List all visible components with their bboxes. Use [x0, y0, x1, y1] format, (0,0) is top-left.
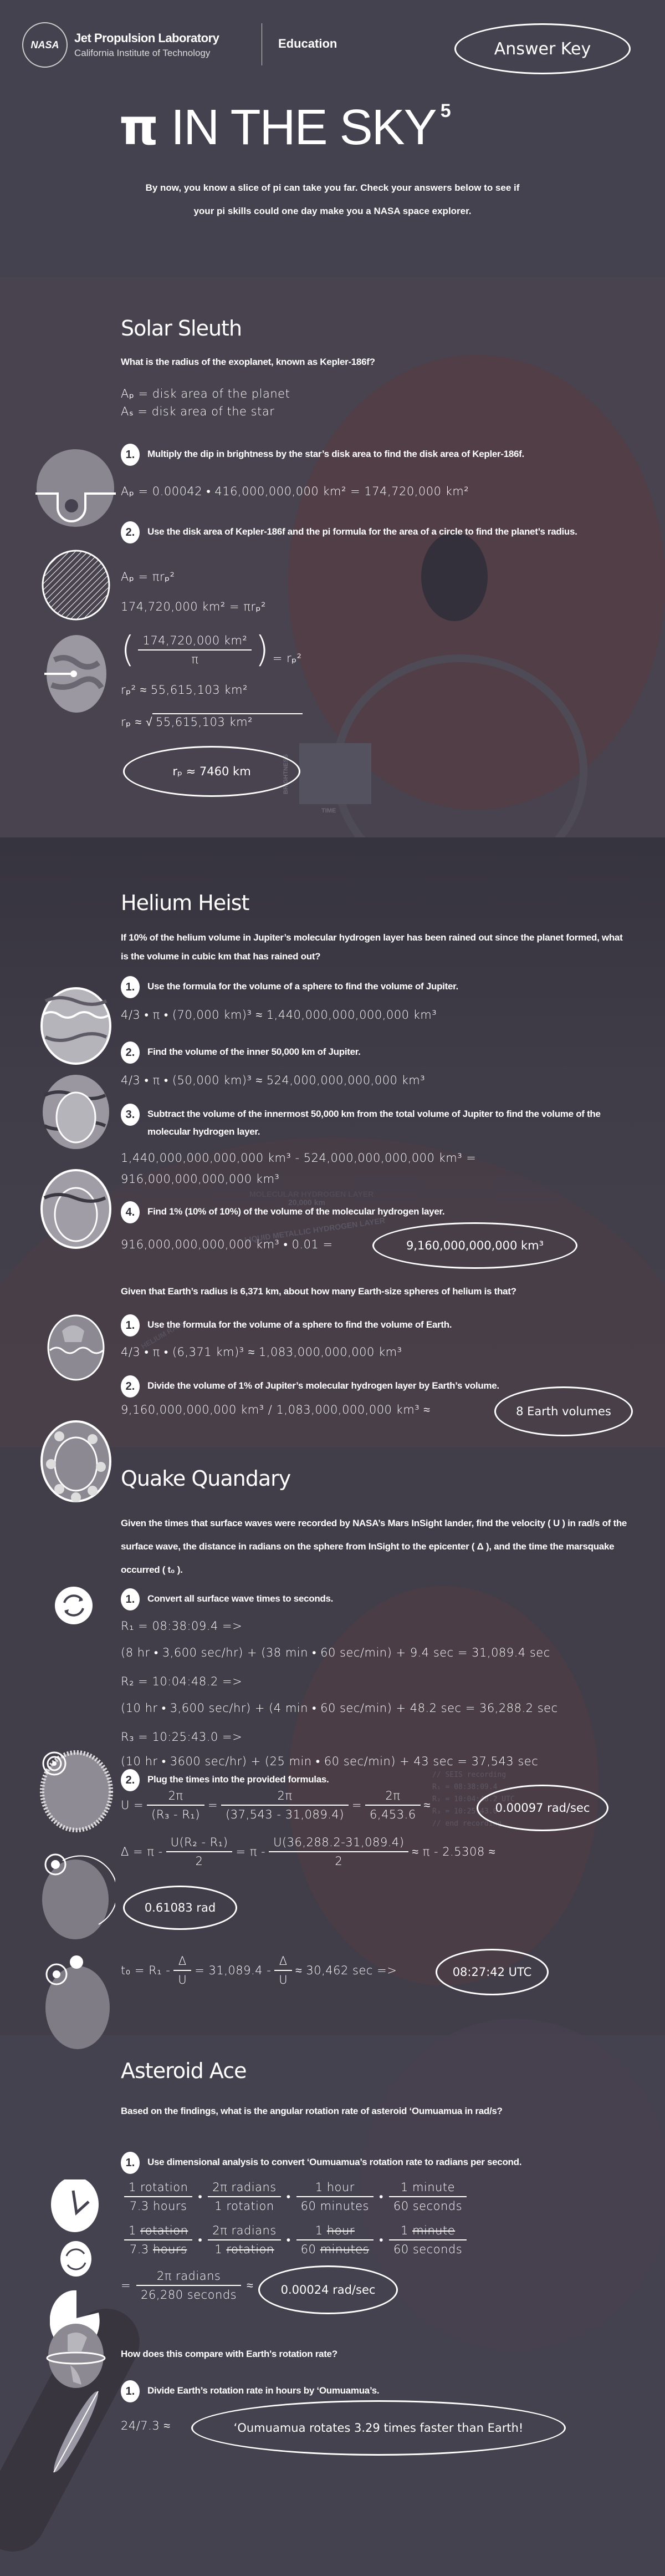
asteroid-step-2	[121, 2380, 636, 2402]
r3-seconds: (10 hr • 3600 sec/hr) + (25 min • 60 sec/min) + 43 sec = 37,543 sec	[121, 1755, 539, 1768]
step-number-badge: 2.	[121, 1375, 140, 1398]
open-paren: (	[121, 629, 135, 670]
step-number-badge: 1.	[121, 2380, 140, 2402]
jupiter-icon	[42, 988, 110, 1064]
layer-volume-equation: 1,440,000,000,000,000 km³ - 524,000,000,000,000 km³ =	[121, 1151, 477, 1165]
helium-rain-label: HELIUM RAIN	[139, 1319, 185, 1351]
fraction-denominator: (R₃ - R₁)	[147, 1805, 204, 1821]
fraction-numerator: U(36,288.2-31,089.4)	[273, 1836, 405, 1849]
asteroid-ace-title: Asteroid Ace	[121, 2059, 247, 2083]
earth-icon	[48, 1315, 104, 1380]
cancelled-unit: minute	[412, 2224, 456, 2237]
step-number-badge: 1.	[121, 1588, 140, 1610]
light-curve-panel	[283, 743, 371, 814]
fraction-numerator: Δ	[279, 1954, 288, 1968]
step-instruction: Divide the volume of 1% of Jupiter’s molecular hydrogen layer by Earth’s volume.	[147, 1380, 499, 1391]
helium-step-1	[121, 976, 636, 998]
cancelled-unit: hours	[152, 2243, 187, 2256]
earth-volume-equation: 4/3 • π • (6,371 km)³ ≈ 1,083,000,000,000 km³	[121, 1345, 402, 1359]
step-instruction: Use the disk area of Kepler-186f and the pi formula for the area of a circle to find the planet’s radius.	[147, 526, 577, 537]
liquid-metallic-layer-label: LIQUID METALLIC HYDROGEN LAYER	[244, 1216, 386, 1244]
close-paren: )	[255, 629, 269, 670]
hatched-disk-icon	[40, 549, 112, 621]
velocity-answer: 0.00097 rad/sec	[477, 1785, 608, 1831]
earth-compare-question: How does this compare with Earth's rotation rate?	[121, 2349, 337, 2359]
jupiter-volume-equation: 4/3 • π • (70,000 km)³ ≈ 1,440,000,000,000,000 km³	[121, 1008, 437, 1022]
fraction-denominator: 60 minutes	[296, 2196, 374, 2213]
circle-area-formula: Aₚ = πrₚ²	[121, 570, 175, 583]
equals: =	[208, 1798, 218, 1812]
fraction-denominator: 7.3 hours	[124, 2196, 192, 2213]
t0-rhs: ≈ 30,462 sec =>	[295, 1963, 397, 1977]
solar-step-1	[121, 444, 636, 466]
seis-line: R₁ = 08:38:09.4	[432, 1783, 498, 1791]
molecular-layer-label: MOLECULAR HYDROGEN LAYER	[249, 1190, 374, 1198]
fraction-numerator: 1 hour	[315, 2181, 355, 2194]
transiting-planet-illustration	[421, 532, 488, 621]
intro-line: your pi skills could one day make you a NASA space explorer.	[193, 206, 472, 216]
fraction-denominator: 2	[269, 1851, 408, 1868]
helium-step-3	[121, 1104, 636, 1141]
rotation-rate-answer: 0.00024 rad/sec	[258, 2265, 398, 2314]
t0-lhs: t₀ = R₁ -	[121, 1964, 171, 1977]
step-number-badge: 1.	[121, 444, 140, 466]
fraction-numerator: U(R₂ - R₁)	[170, 1836, 228, 1849]
earth-spheres-question: Given that Earth’s radius is 6,371 km, about how many Earth-size spheres of helium is that?	[121, 1286, 516, 1297]
step-number-badge: 1.	[121, 1314, 140, 1337]
step-instruction: Multiply the dip in brightness by the star’s disk area to find the disk area of Kepler-186f.	[147, 449, 524, 459]
fraction-numerator: 174,720,000 km²	[142, 634, 248, 647]
cancelled-unit: rotation	[226, 2243, 274, 2256]
dimensional-analysis-row	[121, 2181, 470, 2213]
cancelled-unit: minutes	[320, 2243, 370, 2256]
jupiter-inner-core-icon	[43, 1075, 109, 1149]
equals: =	[351, 1798, 362, 1812]
title-text: IN THE SKY	[171, 100, 436, 155]
nasa-logo-text: NASA	[30, 39, 59, 50]
delta-lhs: Δ = π -	[121, 1845, 163, 1858]
inner-volume-equation: 4/3 • π • (50,000 km)³ ≈ 524,000,000,000,000 km³	[121, 1074, 426, 1087]
earth-ratio-equation: 24/7.3 ≈	[121, 2419, 171, 2432]
helium-step-4	[121, 1201, 636, 1223]
cancelled-unit: rotation	[140, 2224, 188, 2237]
rotation-rate-result	[121, 2269, 253, 2301]
fraction-denominator: π	[138, 649, 252, 666]
rotation-icon	[60, 2241, 91, 2277]
area-substitution: 174,720,000 km² = πrₚ²	[121, 600, 266, 613]
step-instruction: Use the formula for the volume of a sphere to find the volume of Jupiter.	[147, 981, 458, 992]
step-number-badge: 3.	[121, 1104, 140, 1126]
value: 60	[300, 2243, 316, 2256]
caltech-name: California Institute of Technology	[74, 48, 211, 58]
planet-area-definition: Aₚ = disk area of the planet	[121, 387, 290, 400]
helium-heist-title: Helium Heist	[121, 891, 249, 915]
intro-text	[0, 176, 665, 223]
solar-answer: rₚ ≈ 7460 km	[123, 746, 300, 797]
layer-volume-result: 916,000,000,000,000 km³	[121, 1172, 280, 1186]
unit: seconds	[412, 2243, 463, 2256]
solar-step-2	[121, 521, 636, 543]
jpl-name: Jet Propulsion Laboratory	[74, 31, 219, 45]
r2-seconds: (10 hr • 3,600 sec/hr) + (4 min • 60 sec/min) + 48.2 sec = 36,288.2 sec	[121, 1701, 558, 1715]
earth-and-oumuamua-icons	[45, 2324, 106, 2473]
step-number-badge: 2.	[121, 521, 140, 543]
title-edition: 5	[440, 100, 451, 121]
multiply-dot: •	[378, 2189, 383, 2203]
value: 1	[315, 2224, 323, 2237]
clock-icon	[51, 2179, 99, 2232]
approx: ≈	[423, 1798, 431, 1812]
delta-rhs: ≈ π - 2.5308 ≈	[412, 1845, 495, 1858]
one-percent-equation: 916,000,000,000,000 km³ • 0.01 =	[121, 1238, 333, 1251]
sqrt-lhs: rₚ ≈ √	[121, 715, 153, 729]
fraction-denominator: 60 seconds	[389, 2196, 467, 2213]
helium-question: If 10% of the helium volume in Jupiter’s molecular hydrogen layer has been rained out since the planet formed, what is the volume in cubic km that has rained out?	[121, 932, 623, 962]
helium-step-2	[121, 1041, 636, 1064]
sqrt-radicand: 55,615,103 km²	[152, 713, 303, 729]
quake-quandary-title: Quake Quandary	[121, 1466, 291, 1491]
answer-key-badge: Answer Key	[454, 23, 631, 74]
fraction-numerator: Δ	[178, 1954, 187, 1968]
multiply-dot: •	[198, 2189, 203, 2203]
planet-area-equation: Aₚ = 0.00042 • 416,000,000,000 km² = 174,720,000 km²	[121, 485, 469, 498]
radius-squared-fraction	[121, 629, 302, 670]
solar-sleuth-title: Solar Sleuth	[121, 316, 242, 341]
page-title	[119, 100, 451, 155]
seis-line: R₃ = 10:25:43.0	[432, 1807, 498, 1816]
mars-clock-icon	[45, 1955, 110, 2049]
delta-mid: = π -	[236, 1845, 266, 1858]
fraction-denominator: 2	[166, 1851, 233, 1868]
fraction-denominator: 6,453.6	[365, 1805, 421, 1821]
radius-squared-value: rₚ² ≈ 55,615,103 km²	[121, 683, 248, 697]
asteroid-step-1	[121, 2152, 636, 2174]
step-number-badge: 1.	[121, 2152, 140, 2174]
r1-seconds: (8 hr • 3,600 sec/hr) + (38 min • 60 sec/min) + 9.4 sec = 31,089.4 sec	[121, 1646, 550, 1659]
convert-cycle-icon	[54, 1586, 93, 1625]
step-instruction: Divide Earth’s rotation rate in hours by ‘Oumuamua’s.	[147, 2385, 380, 2396]
pi-symbol: π	[119, 98, 159, 156]
step-instruction: Use dimensional analysis to convert ‘Oumuamua’s rotation rate to radians per second.	[147, 2157, 522, 2167]
r1-time: R₁ = 08:38:09.4 =>	[121, 1619, 243, 1633]
helium-volume-answer: 9,160,000,000,000 km³	[372, 1222, 577, 1269]
value: 2π	[212, 2224, 228, 2237]
earth-rotation-icon	[47, 2324, 105, 2388]
oumuamua-icon	[49, 2389, 103, 2473]
education-link[interactable]: Education	[278, 37, 337, 50]
multiply-dot: •	[198, 2233, 203, 2247]
asteroid-question: Based on the findings, what is the angular rotation rate of asteroid ‘Oumuamua in rad/s?	[121, 2106, 503, 2116]
velocity-lhs: U =	[121, 1798, 144, 1812]
origin-time-equation	[121, 1954, 397, 1986]
step-number-badge: 1.	[121, 976, 140, 998]
star-area-definition: Aₛ = disk area of the star	[121, 405, 275, 418]
seis-line: // end recording	[432, 1820, 502, 1828]
value: 1	[401, 2224, 408, 2237]
earth-step-1	[121, 1314, 636, 1337]
quake-question: Given the times that surface waves were recorded by NASA’s Mars InSight lander, find the velocity ( U ) in rad/s of the surface wave, the distance in radians on the sphere from InSight to the epicenter ( Δ ), and the time the marsquake occurred ( t₀ ).	[121, 1518, 627, 1575]
value: 60	[393, 2243, 409, 2256]
light-curve-time-label: TIME	[321, 807, 336, 814]
fraction-rhs: = rₚ²	[272, 652, 302, 665]
earth-volumes-answer: 8 Earth volumes	[494, 1386, 633, 1436]
multiply-dot: •	[379, 2233, 383, 2247]
fraction-numerator: 2π radians	[212, 2181, 277, 2194]
intro-line: By now, you know a slice of pi can take you far. Check your answers below to see if	[145, 182, 520, 193]
step-instruction: Find the volume of the inner 50,000 km of Jupiter.	[147, 1046, 361, 1057]
earths-in-jupiter-icon	[42, 1421, 110, 1502]
step-instruction: Convert all surface wave times to seconds.	[147, 1593, 334, 1604]
value: 1	[214, 2243, 223, 2256]
jupiter-layer-icon	[42, 1170, 110, 1248]
solar-question: What is the radius of the exoplanet, known as Kepler-186f?	[121, 357, 375, 367]
step-number-badge: 2.	[121, 1041, 140, 1064]
fraction-numerator: 2π	[277, 1789, 293, 1802]
nasa-logo[interactable]	[22, 22, 68, 68]
transit-dip-icon	[35, 438, 119, 532]
planet-radius-icon	[43, 632, 110, 715]
earth-volumes-equation: 9,160,000,000,000 km³ / 1,083,000,000,000 km³ ≈	[121, 1403, 431, 1416]
fraction-numerator: 2π	[168, 1789, 183, 1802]
unit: radians	[231, 2224, 277, 2237]
step-instruction: Find 1% (10% of 10%) of the volume of the molecular hydrogen layer.	[147, 1206, 445, 1217]
step-instruction: Subtract the volume of the innermost 50,000 km from the total volume of Jupiter to find the volume of the molecular hydrogen layer.	[147, 1109, 601, 1137]
step-instruction: Plug the times into the provided formulas.	[147, 1774, 329, 1785]
distance-answer: 0.61083 rad	[123, 1886, 237, 1930]
value: 1	[129, 2224, 136, 2237]
multiply-dot: •	[286, 2189, 291, 2203]
fraction-denominator: U	[173, 1970, 191, 1986]
distance-equation	[121, 1836, 495, 1868]
seis-line: R₂ = 10:04:48.2 UTC	[432, 1795, 515, 1803]
light-curve-brightness-label: BRIGHTNESS	[283, 754, 290, 795]
value: 7.3	[129, 2243, 149, 2256]
distance-label: 20,000 km	[288, 1198, 325, 1207]
multiply-dot: •	[286, 2233, 291, 2247]
cancelled-unit: hour	[326, 2224, 355, 2237]
mars-quake-icons	[38, 1741, 115, 2052]
earth-compare-answer: ‘Oumuamua rotates 3.29 times faster than Earth!	[191, 2400, 566, 2456]
r2-time: R₂ = 10:04:48.2 =>	[121, 1675, 243, 1688]
fraction-denominator: 1 rotation	[208, 2196, 280, 2213]
origin-time-answer: 08:27:42 UTC	[436, 1949, 549, 1995]
velocity-equation	[121, 1789, 431, 1821]
approx: ≈	[247, 2278, 254, 2292]
fraction-denominator: 26,280 seconds	[136, 2285, 241, 2301]
step-number-badge: 4.	[121, 1201, 140, 1223]
r3-time: R₃ = 10:25:43.0 =>	[121, 1730, 243, 1744]
cancelled-units-row	[121, 2224, 470, 2256]
quake-step-1	[121, 1588, 636, 1610]
step-number-badge: 2.	[121, 1769, 140, 1791]
jupiter-icons	[40, 976, 112, 1531]
t0-mid: = 31,089.4 -	[195, 1964, 272, 1977]
fraction-numerator: 1 rotation	[129, 2181, 188, 2194]
mars-distance-icon	[42, 1854, 115, 1939]
fraction-denominator: U	[274, 1970, 292, 1986]
fraction-numerator: 2π	[385, 1789, 401, 1802]
mars-wave-ring-icon	[42, 1752, 111, 1830]
fraction-numerator: 2π radians	[156, 2269, 221, 2283]
fraction-numerator: 1 minute	[400, 2181, 456, 2194]
seis-line: // SEIS recording	[432, 1771, 507, 1779]
fraction-denominator: (37,543 - 31,089.4)	[221, 1805, 349, 1821]
step-instruction: Use the formula for the volume of a sphere to find the volume of Earth.	[147, 1319, 452, 1330]
equals: =	[121, 2279, 131, 2292]
square-root-equation	[121, 715, 303, 729]
